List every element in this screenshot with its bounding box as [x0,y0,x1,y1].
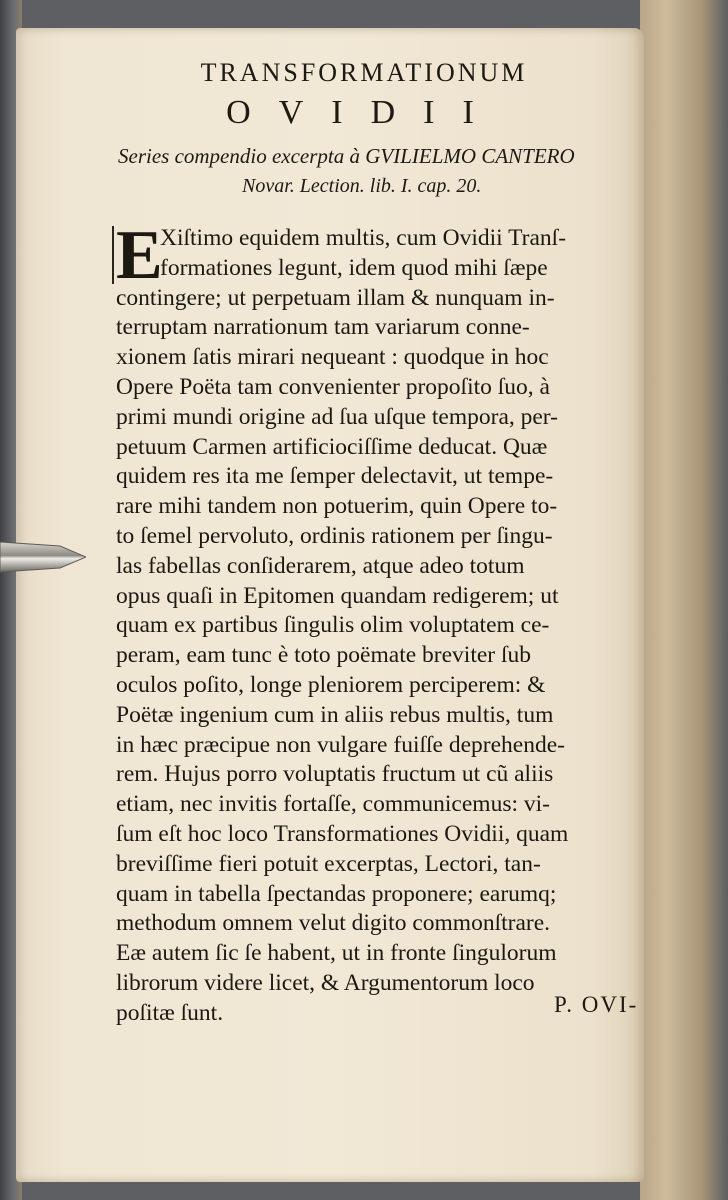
text-line: formationes legunt, idem quod mihi ſæpe [160,254,548,281]
body-paragraph [116,217,646,1029]
text-line: quidem res ita me ſemper delectavit, ut tempe- [116,463,554,490]
text-line: methodum omnem velut digito commonſtrare. [116,910,551,937]
text-line: quam in tabella ſpectandas proponere; earumq; [116,880,557,907]
facing-page-edge [640,0,728,1200]
text-line: contingere; ut perpetuam illam & nunquam in- [116,284,555,311]
text-line: Eæ autem ſic ſe habent, ut in fronte ſingulorum [116,940,557,967]
page-title: TRANSFORMATIONUM [200,58,528,87]
text-line: librorum videre licet, & Argumentorum loco [116,969,535,996]
text-line: terruptam narrationum tam variarum conne- [116,314,530,341]
text-line: Xiſtimo equidem multis, cum Ovidii Tranſ- [160,225,567,251]
text-line: primi mundi origine ad ſua uſque tempora, per- [116,403,558,430]
catchword: P. OVI- [554,992,639,1017]
dropcap-initial: E [116,217,163,294]
text-line: petuum Carmen artificiociſſime deducat. Quæ [116,433,548,460]
text-line: oculos poſito, longe pleniorem perciperem: & [116,671,546,698]
text-line: Poëtæ ingenium cum in aliis rebus multis, tum [116,701,554,728]
text-line: etiam, nec invitis fortaſſe, communicemus: vi- [116,791,550,818]
bookmark-ribbon [0,538,86,576]
text-line: quam ex partibus ſingulis olim voluptatem ce- [116,612,550,639]
text-line: rem. Hujus porro voluptatis fructum ut cũ aliis [116,761,554,788]
text-line: to ſemel pervoluto, ordinis rationem per ſingu- [116,522,553,549]
text-line: in hæc præcipue non vulgare fuiſſe deprehende- [116,731,565,758]
text-line: Opere Poëta tam convenienter propoſito ſuo, à [116,373,550,400]
subtitle-source: Series compendio excerpta à GVILIELMO CANTERO [118,144,575,168]
text-line: ſum eſt hoc loco Transformationes Ovidii, quam [116,820,569,847]
text-line: opus quaſi in Epitomen quandam redigerem; ut [116,582,559,609]
text-line: las fabellas conſiderarem, atque adeo totum [116,552,525,579]
subtitle-reference: Novar. Lection. lib. I. cap. 20. [242,175,482,197]
text-line: xionem ſatis mirari nequeant : quodque in hoc [116,344,549,371]
text-line: rare mihi tandem non potuerim, quin Opere to- [116,493,558,520]
text-line: poſitæ ſunt. [116,999,224,1026]
text-line: breviſſime fieri potuit excerptas, Lectori, tan- [116,850,541,877]
page-title-author: OVIDII [226,94,502,131]
text-line: peram, eam tunc è toto poëmate breviter ſub [116,642,532,669]
